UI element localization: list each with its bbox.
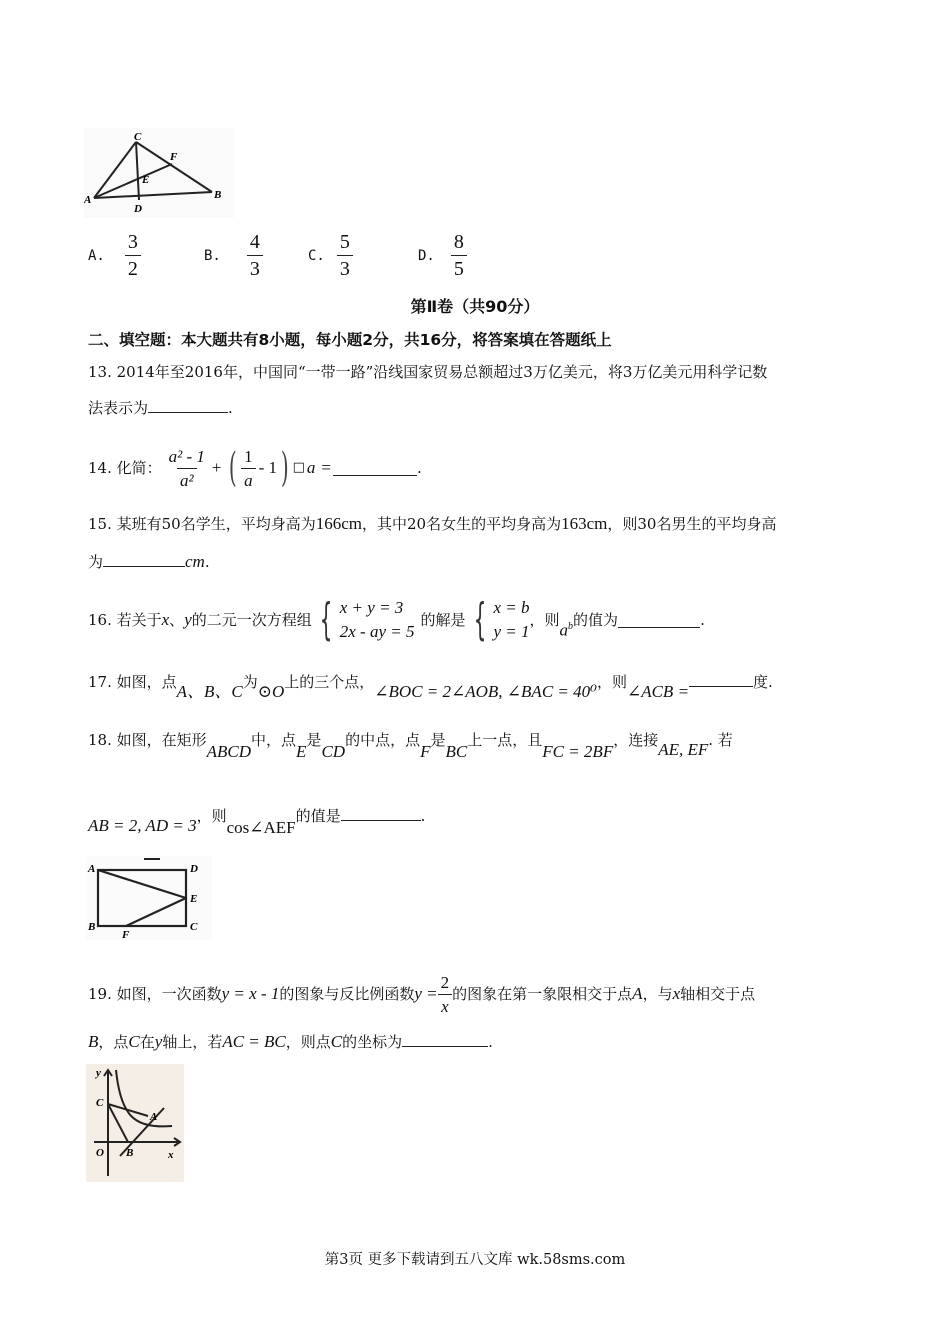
q12-option-d[interactable] (418, 232, 467, 279)
q19-point-a: A (632, 984, 643, 1003)
q15-text-2: ，其中20名女生的平均身高为 (362, 515, 562, 533)
q14-right-paren: ) (280, 445, 289, 491)
q12-triangle-figure (84, 128, 234, 218)
q18-fig-label-d: D (190, 863, 198, 875)
q14-frac2-numerator: 1 (244, 446, 253, 466)
q12-option-b[interactable] (204, 232, 263, 279)
q14-fraction-2 (241, 448, 256, 489)
q17-text-4: ，则 (596, 673, 627, 691)
q19-y-axis: y (154, 1032, 163, 1051)
q15-line2 (88, 552, 210, 572)
option-denominator: 3 (247, 255, 263, 279)
q19-inverse-numerator: 2 (440, 972, 450, 992)
q18-line2 (88, 806, 426, 837)
q16-text-5: 的值为 (573, 611, 619, 629)
option-fraction (247, 232, 263, 279)
q18-text-2: 中，点 (251, 731, 297, 749)
q18-seg-cd: CD (321, 742, 346, 761)
q18-relation: FC = 2BF (542, 742, 614, 761)
q13-answer-blank[interactable] (148, 398, 228, 413)
q18-text-6: 上一点，且 (467, 731, 543, 749)
q19-line2 (88, 1032, 493, 1052)
q15-height-1: 166cm (315, 514, 362, 533)
q16-text-4: ，则 (529, 611, 560, 629)
q13-line2 (88, 398, 233, 418)
q16-text-3: 的解是 (420, 611, 466, 629)
q18-rect: ABCD (206, 742, 252, 761)
q18-rectangle-figure (86, 856, 212, 940)
option-label: B. (204, 247, 221, 264)
q18-text-7: ，连接 (613, 731, 659, 749)
q16-period: . (700, 611, 705, 629)
q19-answer-blank[interactable] (402, 1032, 488, 1047)
q12-options (88, 232, 488, 288)
q19-point-b: B (88, 1032, 99, 1051)
q19-fig-label-c: C (96, 1097, 104, 1109)
q15-text-1: 15. 某班有50名学生，平均身高为 (88, 515, 316, 533)
option-fraction (451, 232, 467, 279)
q19-fig-label-o: O (96, 1147, 104, 1159)
q18-point-f: F (420, 742, 431, 761)
q16-text-1: 16. 若关于 (88, 611, 162, 629)
q19-period: . (488, 1033, 493, 1051)
q19-text-4: ，与 (642, 985, 673, 1003)
q18-fig-label-e: E (190, 893, 198, 905)
q14-period: . (417, 459, 422, 477)
q19-fig-label-y: y (96, 1067, 101, 1079)
q19-text-3: 的图象在第一象限相交于点 (452, 985, 633, 1003)
q16-solution-2: y = 1 (493, 622, 530, 641)
q17-target: ∠ACB = (626, 682, 690, 701)
q17-text-2: 为 (242, 673, 258, 691)
q19-text-1: 19. 如图，一次函数 (88, 985, 222, 1003)
q13-period: . (228, 399, 233, 417)
q16-answer-blank[interactable] (618, 613, 700, 628)
option-numerator: 8 (453, 231, 464, 253)
q19-text-2: 的图象与反比例函数 (279, 985, 415, 1003)
q18-period: . (420, 807, 426, 825)
q18-text-3: 是 (306, 731, 322, 749)
q17-text-3: 上的三个点， (284, 673, 375, 691)
option-numerator: 5 (339, 231, 350, 253)
q19-text-5: 轴相交于点 (680, 985, 756, 1003)
q14-left-paren: ( (229, 445, 238, 491)
q19-text-6: ，点 (98, 1033, 129, 1051)
q18-text-4: 的中点，点 (345, 731, 421, 749)
q18-text-8: . 若 (708, 731, 733, 749)
page-footer: 第3页 更多下载请到五八文库 wk.58sms.com (324, 1252, 626, 1268)
q14-equals: = (321, 458, 332, 477)
q19-linear-function: y = x - 1 (221, 984, 280, 1003)
q19-fig-label-a: A (150, 1111, 158, 1123)
q15-answer-blank[interactable] (103, 552, 185, 567)
q19-relation: AC = BC (222, 1032, 286, 1051)
q15-period: . (204, 553, 210, 571)
q14-frac2-denominator: a (241, 468, 256, 489)
q19-text-7: 在 (139, 1033, 155, 1051)
q14-var: a (306, 458, 316, 477)
q14 (88, 440, 422, 496)
q16-brace-1: { (319, 594, 333, 645)
q12-label-f: F (170, 151, 178, 163)
q12-label-b: B (214, 189, 222, 201)
option-denominator: 2 (125, 255, 141, 279)
q17-unit: 度. (753, 673, 773, 691)
q16-text-2: 的二元一次方程组 (191, 611, 312, 629)
q18-segments: AE, EF (658, 740, 709, 759)
q19-text-9: ，则点 (285, 1033, 331, 1051)
q14-plus: + (211, 458, 222, 477)
q17-circle: ⊙O (257, 682, 285, 701)
option-label: A. (88, 247, 105, 264)
q19-fig-label-x: x (168, 1149, 174, 1161)
q18-cos: cos∠AEF (226, 818, 296, 837)
q19-inverse-fraction (438, 974, 453, 1015)
q16 (88, 592, 705, 648)
q12-label-d: D (134, 203, 142, 215)
q18-fig-label-b: B (88, 921, 96, 933)
q16-power (560, 617, 574, 641)
q19-graph-figure (86, 1064, 184, 1182)
q16-equation-1: x + y = 3 (339, 598, 404, 617)
q14-box-symbol: □ (292, 460, 305, 475)
q16-var-y: y (184, 610, 192, 629)
q18-text-10: 的值是 (295, 807, 341, 825)
section2-heading: 二、填空题：本大题共有8小题，每小题2分，共16分，将答案填在答题纸上 (88, 331, 612, 349)
option-denominator: 3 (337, 255, 353, 279)
q19-x-axis: x (672, 984, 681, 1003)
q16-solution (494, 596, 530, 644)
q12-label-e: E (142, 174, 150, 186)
q19-text-8: 轴上，若 (162, 1033, 223, 1051)
part2-title: 第Ⅱ卷（共90分） (410, 297, 540, 316)
q15-height-2: 163cm (561, 514, 608, 533)
option-fraction (337, 232, 353, 279)
q16-equation-2: 2x - ay = 5 (339, 622, 415, 641)
q18-fig-label-a: A (88, 863, 96, 875)
q19-point-c: C (128, 1032, 140, 1051)
q18-line1 (88, 730, 733, 761)
q14-answer-blank[interactable] (333, 461, 417, 476)
q14-frac1-denominator: a² (177, 468, 197, 489)
q19-text-10: 的坐标为 (342, 1033, 403, 1051)
option-numerator: 4 (249, 231, 260, 253)
q16-solution-1: x = b (493, 598, 530, 617)
q19-line1 (88, 968, 755, 1020)
option-label: D. (418, 247, 435, 264)
q16-sep: 、 (169, 611, 185, 629)
q15-unit: cm (185, 552, 205, 571)
q14-minus-one: - 1 (258, 458, 278, 477)
q16-system (340, 596, 415, 644)
q13-line1: 13. 2014年至2016年，中国同“一带一路”沿线国家贸易总额超过3万亿美元，将3万亿美元用科学记数 (88, 363, 768, 381)
q18-text-9: ，则 (196, 807, 227, 825)
q18-given: AB = 2, AD = 3 (88, 816, 197, 835)
q19-point-c-2: C (330, 1032, 343, 1051)
option-numerator: 3 (127, 231, 138, 253)
q12-option-a[interactable] (88, 232, 141, 279)
q17-condition: ∠BOC = 2∠AOB, ∠BAC = 40⁰ (374, 682, 597, 701)
q14-prefix: 14. 化简： (88, 459, 162, 477)
option-label: C. (308, 247, 325, 264)
q14-frac1-numerator: a² - 1 (168, 446, 205, 466)
q18-fig-label-f: F (122, 929, 130, 940)
q19-inverse-denominator: x (438, 994, 452, 1015)
q18-point-e: E (296, 742, 307, 761)
q18-fig-label-c: C (190, 921, 198, 933)
q16-brace-2: { (473, 594, 486, 645)
q18-seg-bc: BC (445, 742, 468, 761)
q18-answer-blank[interactable] (341, 806, 421, 821)
q15-text-3: ，则30名男生的平均身高 (607, 515, 777, 533)
q18-text-5: 是 (430, 731, 446, 749)
q17 (88, 672, 773, 701)
option-fraction (125, 232, 141, 279)
q16-var-x: x (161, 610, 170, 629)
q15-text-4: 为 (88, 553, 104, 571)
q12-option-c[interactable] (308, 232, 353, 279)
q16-base: a (559, 620, 569, 640)
q16-exponent: b (568, 621, 574, 633)
q18-text-1: 18. 如图，在矩形 (88, 731, 207, 749)
q17-text-1: 17. 如图，点 (88, 673, 177, 691)
q12-label-c: C (134, 131, 142, 143)
q14-fraction-1 (166, 448, 208, 489)
q19-inverse-lhs: y = (414, 984, 438, 1003)
q15-line1 (88, 514, 776, 534)
q17-answer-blank[interactable] (689, 672, 753, 687)
q13-text: 法表示为 (88, 399, 149, 417)
q17-points: A、B、C (176, 682, 243, 701)
q19-fig-label-b: B (126, 1147, 134, 1159)
option-denominator: 5 (451, 255, 467, 279)
q12-label-a: A (84, 194, 92, 206)
